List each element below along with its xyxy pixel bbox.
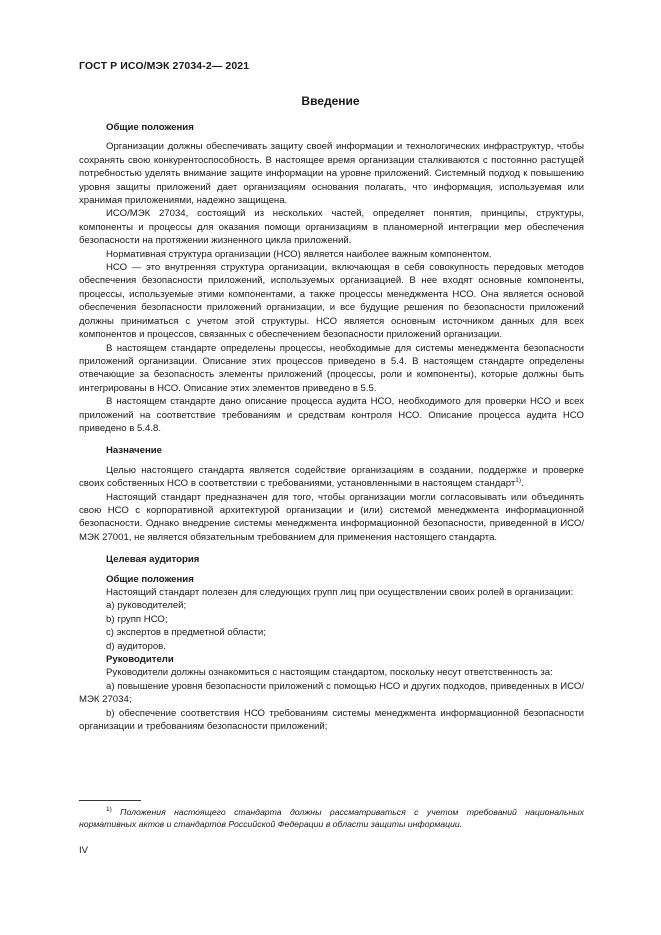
paragraph: В настоящем стандарте определены процессы, необходимые для системы менеджмента безопасности приложений организации. Описание этих процессов приведено в 5.4. В настоящем стандарте определены отвечающие за безопасность элементы приложений (процессы, роли и компоненты), которые должны быть интегрированы в НСО. Описание этих элементов приведено в 5.5. [79, 342, 584, 394]
subheading-managers: Руководители [106, 654, 174, 666]
page-title: Введение [301, 94, 360, 108]
section-heading-audience: Целевая аудитория [106, 554, 200, 566]
paragraph: Настоящий стандарт полезен для следующих групп лиц при осуществлении своих ролей в организации: [106, 587, 574, 598]
footnote-ref: 1) [515, 477, 522, 485]
section-heading-purpose: Назначение [106, 445, 162, 457]
paragraph: b) обеспечение соответствия НСО требованиям системы менеджмента информационной безопасности организации и требованиям безопасности приложений; [79, 707, 584, 733]
paragraph: Настоящий стандарт предназначен для того, чтобы организации могли согласовывать или объединять свою НСО с корпоративной архитектурой организации и (или) системой менеджмента информационной безопасности. Однако внедрение системы менеджмента информационной безопасности, приведенной в ИСО/МЭК 27001, не является обязательным требованием для применения настоящего стандарта. [79, 491, 584, 543]
paragraph-text: Целью настоящего стандарта является содействие организациям в создании, поддержке и проверке своих собственных НСО в соответствии с требованиями, установленными в настоящем стандарт [79, 464, 584, 490]
paragraph: НСО — это внутренняя структура организации, включающая в себя совокупность передовых методов обеспечения безопасности приложений, используемых организацией. В нее входят основные компоненты, процессы, используемые этими компонентами, а также процессы менеджмента НСО. Она является основой обеспечения безопасности приложений организации, и все будущие решения по безопасности приложений должны приниматься с учетом этой структуры. НСО является основным источником данных для всех компонентов и процессов, связанных с обеспечением безопасности приложений организации. [79, 262, 584, 341]
paragraph-end: . [521, 478, 524, 490]
list-item: b) групп НСО; [106, 613, 168, 625]
section-heading-general: Общие положения [106, 122, 194, 133]
paragraph: В настоящем стандарте дано описание процесса аудита НСО, необходимого для проверки НСО и всех приложений на соответствие требованиям и средствам контроля НСО. Описание процесса аудита НСО приведено в 5.4.8. [79, 396, 584, 434]
paragraph: Нормативная структура организации (НСО) является наиболее важным компонентом. [106, 248, 492, 260]
footnote [79, 806, 584, 830]
footnote-text: Положения настоящего стандарта должны рассматриваться с учетом требований национальных нормативных актов и стандартов Российской Федерации в области защиты информации. [79, 807, 584, 829]
list-item: d) аудиторов. [106, 640, 166, 652]
paragraph [79, 464, 584, 491]
paragraph: Организации должны обеспечивать защиту своей информации и технологических инфраструктур, чтобы сохранять свою конкурентоспособность. В настоящее время организации сталкиваются с постоянно растущей потребностью уделять внимание защите информации на уровне приложений. Системный подход к повышению уровня защиты приложений дает организациям основания полагать, что информация, используемая или хранимая приложениями, надежно защищена. [79, 141, 584, 207]
list-item: a) руководителей; [106, 600, 187, 612]
paragraph: Руководители должны ознакомиться с настоящим стандартом, поскольку несут ответственность за: [106, 667, 553, 679]
main-content [79, 121, 584, 733]
paragraph: a) повышение уровня безопасности приложений с помощью НСО и других подходов, приведенных в ИСО/МЭК 27034; [79, 680, 584, 706]
paragraph: ИСО/МЭК 27034, состоящий из нескольких частей, определяет понятия, принципы, структуры, компоненты и процессы для оказания помощи организациям в планомерной интеграции мер обеспечения безопасности на протяжении жизненного цикла приложений. [79, 208, 584, 247]
subheading-general: Общие положения [106, 573, 194, 585]
footnote-marker: 1) [106, 806, 112, 813]
footnote-divider [79, 800, 141, 801]
list-item: c) экспертов в предметной области; [106, 627, 266, 639]
page-number: IV [79, 845, 89, 856]
document-header: ГОСТ Р ИСО/МЭК 27034-2— 2021 [79, 60, 250, 72]
